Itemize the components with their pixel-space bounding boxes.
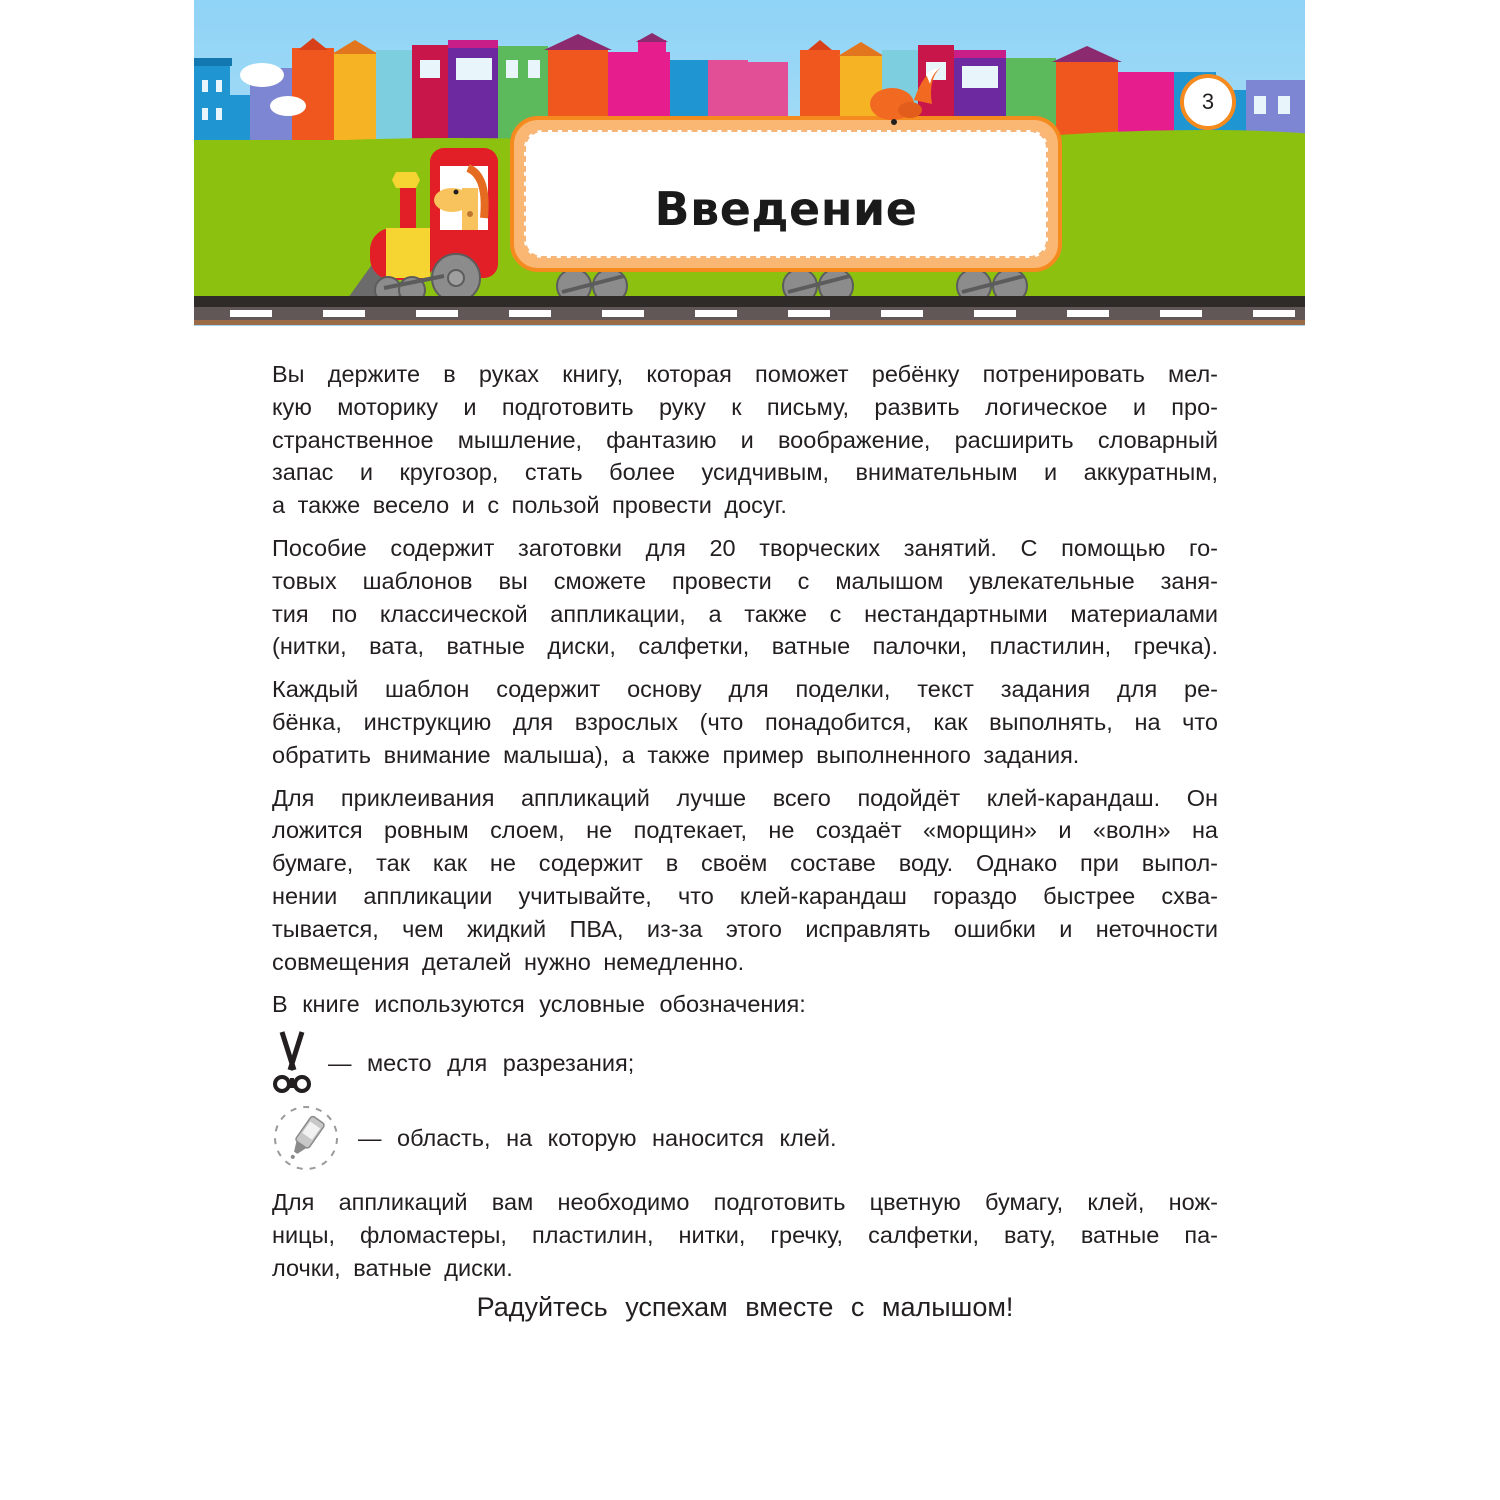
text-line: обратить внимание малыша), а также пример выполненного задания. <box>272 741 1080 768</box>
road-curb <box>194 320 1305 325</box>
text-line: совмещения деталей нужно немедленно. <box>272 948 745 975</box>
page-number-badge: 3 <box>1180 74 1236 130</box>
legend-item-glue <box>272 1104 837 1172</box>
legend-text: — место для разрезания; <box>328 1049 635 1076</box>
road-edge <box>194 296 1305 307</box>
text-line: Для аппликаций вам необходимо подготовить цветную бумагу, клей, нож- <box>272 1189 1218 1215</box>
legend-text: — область, на которую наносится клей. <box>358 1124 837 1151</box>
text-line: кую моторику и подготовить руку к письму, развить логическое и про- <box>272 393 1218 420</box>
text-line: Каждый шаблон содержит основу для поделки, текст задания для ре- <box>272 676 1218 703</box>
glue-bottle-icon <box>272 1104 340 1172</box>
road-dash <box>323 310 365 317</box>
legend-item-cut <box>272 1030 634 1096</box>
text-line: а также весело и с пользой провести досуг. <box>272 492 787 519</box>
text-line: тия по классической аппликации, а также с нестандартными материалами <box>272 600 1218 627</box>
road-dash <box>695 310 737 317</box>
title-frame <box>510 116 1062 272</box>
text-line: запас и кругозор, стать более усидчивым, внимательным и аккуратным, <box>272 459 1218 486</box>
paragraph-1 <box>272 358 1218 522</box>
road-dash <box>509 310 551 317</box>
road-dash <box>881 310 923 317</box>
text-line: товых шаблонов вы сможете провести с малышом увлекательные заня- <box>272 567 1218 594</box>
road-dash <box>1253 310 1295 317</box>
text-line: Для приклеивания аппликаций лучше всего подойдёт клей-карандаш. Он <box>272 784 1218 811</box>
road-dash <box>788 310 830 317</box>
road-dash <box>974 310 1016 317</box>
intro-content <box>272 358 1218 1020</box>
road-dash <box>230 310 272 317</box>
road-dash <box>602 310 644 317</box>
materials-block <box>272 1186 1218 1294</box>
paragraph-3 <box>272 673 1218 771</box>
legend-intro: В книге используются условные обозначения: <box>272 991 806 1018</box>
text-line: нении аппликации учитывайте, что клей-карандаш гораздо быстрее схва- <box>272 882 1218 909</box>
materials-paragraph <box>272 1186 1218 1284</box>
paragraph-2 <box>272 532 1218 663</box>
title-card <box>524 130 1048 258</box>
road-dash <box>1160 310 1202 317</box>
road-dash <box>1067 310 1109 317</box>
scissors-icon <box>272 1030 312 1096</box>
road <box>194 296 1305 326</box>
text-line: (нитки, вата, ватные диски, салфетки, ватные палочки, пластилин, гречка). <box>272 633 1218 660</box>
text-line: бумаге, так как не содержит в своём составе воду. Однако при выпол- <box>272 850 1218 877</box>
text-line: странственное мышление, фантазию и воображение, расширить словарный <box>272 426 1218 453</box>
text-line: тывается, чем жидкий ПВА, из-за этого исправлять ошибки и неточности <box>272 915 1218 942</box>
text-line: бёнка, инструкцию для взрослых (что понадобится, как выполнять, на что <box>272 708 1218 735</box>
fox-icon <box>864 60 944 132</box>
text-line: лочки, ватные диски. <box>272 1254 513 1281</box>
road-dash <box>416 310 458 317</box>
text-line: ложится ровным слоем, не подтекает, не создаёт «морщин» и «волн» на <box>272 817 1218 844</box>
page-title: Введение <box>654 182 918 236</box>
closing-line: Радуйтесь успехам вместе с малышом! <box>476 1292 1014 1322</box>
text-line: ницы, фломастеры, пластилин, нитки, гречку, салфетки, вату, ватные па- <box>272 1221 1218 1248</box>
text-line: Пособие содержит заготовки для 20 творческих занятий. С помощью го- <box>272 534 1218 561</box>
header-banner <box>194 0 1305 326</box>
text-line: Вы держите в руках книгу, которая поможет ребёнку потренировать мел- <box>272 361 1218 387</box>
paragraph-4 <box>272 782 1218 979</box>
